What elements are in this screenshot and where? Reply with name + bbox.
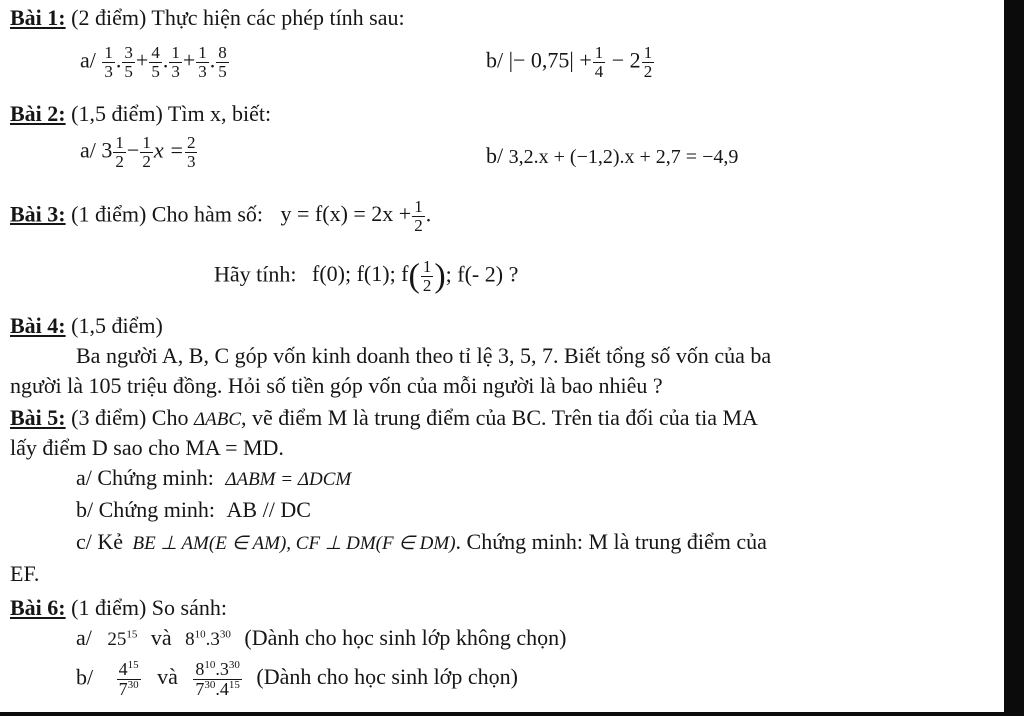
fraction-8-3-7-4 bbox=[193, 660, 242, 699]
denominator: 3 bbox=[104, 61, 113, 81]
numerator: 1 bbox=[643, 43, 653, 62]
numerator: 1 bbox=[198, 43, 207, 62]
fraction bbox=[140, 134, 153, 171]
bai1-heading: Bài 1: bbox=[10, 5, 66, 30]
numerator: 1 bbox=[422, 257, 432, 276]
base: .3 bbox=[205, 629, 220, 650]
fraction bbox=[412, 198, 425, 235]
exponent: 30 bbox=[127, 678, 139, 691]
exponent: 10 bbox=[194, 628, 206, 641]
bai2-a-label: a/ bbox=[80, 137, 96, 163]
bai3-ask bbox=[214, 258, 518, 295]
numerator: 2 bbox=[186, 133, 196, 152]
bai5-c bbox=[76, 530, 767, 555]
denominator: 5 bbox=[151, 61, 160, 81]
bai3-ask-values: f(0); f(1); f bbox=[312, 261, 409, 287]
denominator: 2 bbox=[142, 151, 151, 171]
bai2-points: (1,5 điểm) bbox=[71, 101, 163, 126]
exponent: 30 bbox=[219, 628, 231, 641]
bai1-a-label: a/ bbox=[80, 47, 96, 73]
and-word: và bbox=[157, 664, 178, 690]
variable-x: x = bbox=[153, 137, 184, 163]
bai5-points: (3 điểm) bbox=[71, 405, 147, 430]
bai5-a bbox=[76, 466, 351, 491]
close-paren: ) bbox=[434, 257, 446, 295]
bai5-heading: Bài 5: bbox=[10, 405, 66, 430]
bai3-heading: Bài 3: bbox=[10, 201, 66, 227]
bai4-line1: Ba người A, B, C góp vốn kinh doanh theo tỉ lệ 3, 5, 7. Biết tổng số vốn của ba bbox=[76, 343, 772, 368]
fraction bbox=[102, 44, 115, 81]
bai3-text: Cho hàm số: bbox=[151, 201, 264, 227]
numerator: 3 bbox=[124, 43, 133, 62]
bai3-ask-end: ; f(- 2) ? bbox=[445, 261, 519, 287]
bai6-a-note: (Dành cho học sinh lớp không chọn) bbox=[244, 625, 567, 650]
numerator: 1 bbox=[594, 43, 604, 62]
denominator: 5 bbox=[124, 61, 133, 81]
bai1-a: a/ $\frac{1}{3}$ . $\frac{3}{5}$ + $\frac{4}{5}$ . $\frac{1}{3}$ + $\frac{1}{3}$ . $\frac{8}{5}$ bbox=[80, 43, 227, 81]
bai4-heading: Bài 4: bbox=[10, 313, 66, 338]
denominator: 3 bbox=[171, 61, 180, 81]
bai2-b-label: b/ bbox=[486, 143, 504, 168]
bai2-b bbox=[486, 144, 738, 168]
plus-sign: + bbox=[579, 47, 592, 73]
bai5-c-line2: EF. bbox=[10, 561, 40, 586]
bai6-b-label: b/ bbox=[76, 664, 94, 690]
bai3-title bbox=[10, 198, 431, 235]
bai5-a-text: a/ Chứng minh: bbox=[76, 465, 214, 490]
numerator: $4^{15}$ bbox=[118, 659, 139, 679]
numerator: $8^{10}.3^{30}$ bbox=[195, 659, 240, 679]
bai4-line2: người là 105 triệu đồng. Hỏi số tiền góp vốn của mỗi người là bao nhiêu ? bbox=[10, 373, 663, 398]
bai6-b-note: (Dành cho học sinh lớp chọn) bbox=[256, 664, 518, 690]
fraction bbox=[642, 44, 655, 81]
bai6-heading: Bài 6: bbox=[10, 595, 66, 620]
bai5-b-text: b/ Chứng minh: bbox=[76, 497, 216, 522]
mixed-whole: − 2 bbox=[611, 47, 641, 73]
bai5-c-math: BE ⊥ AM(E ∈ AM), CF ⊥ DM(F ∈ DM) bbox=[132, 533, 456, 554]
minus-sign: − bbox=[126, 137, 140, 163]
exponent: 30 bbox=[204, 678, 216, 691]
numerator: 1 bbox=[115, 133, 124, 152]
fraction bbox=[185, 134, 198, 171]
mixed-whole: 3 bbox=[101, 137, 113, 163]
bai6-title bbox=[10, 596, 227, 620]
period: . bbox=[425, 201, 432, 227]
bai1-b bbox=[486, 44, 655, 81]
bai2-text: Tìm x, biết: bbox=[167, 101, 272, 126]
denominator: $7^{30}$ bbox=[118, 678, 139, 699]
bai5-b bbox=[76, 498, 311, 522]
exponent: 15 bbox=[127, 659, 139, 671]
exponent: 30 bbox=[228, 659, 240, 671]
bai5-line1 bbox=[10, 406, 758, 431]
bai3-ask-label: Hãy tính: bbox=[214, 261, 297, 287]
denominator: 2 bbox=[115, 151, 124, 171]
bai4-points: (1,5 điểm) bbox=[71, 313, 163, 338]
numerator: 1 bbox=[104, 43, 113, 62]
fraction bbox=[196, 44, 209, 81]
bai3-points: (1 điểm) bbox=[71, 201, 147, 227]
numerator: 4 bbox=[151, 43, 160, 62]
bai4-title bbox=[10, 314, 163, 338]
bai1-b-label: b/ bbox=[486, 47, 504, 73]
numerator: 1 bbox=[414, 197, 423, 216]
numerator: 8 bbox=[218, 43, 227, 62]
triangle-abc: ΔABC bbox=[193, 409, 242, 430]
denominator: 2 bbox=[643, 61, 653, 81]
denominator: 5 bbox=[218, 61, 227, 81]
denominator: $7^{30}.4^{15}$ bbox=[195, 678, 240, 699]
base: 25 bbox=[107, 629, 127, 650]
fraction bbox=[593, 44, 606, 81]
fraction bbox=[421, 258, 434, 295]
bai5-cho: Cho bbox=[151, 405, 189, 430]
fraction bbox=[216, 44, 229, 81]
bai6-text: So sánh: bbox=[151, 595, 227, 620]
bai2-heading: Bài 2: bbox=[10, 101, 66, 126]
base: 8 bbox=[185, 629, 195, 650]
product-8-3 bbox=[185, 629, 231, 650]
and-word: và bbox=[150, 625, 172, 650]
bai5-c-rest: . Chứng minh: M là trung điểm của bbox=[455, 529, 767, 554]
exponent: 15 bbox=[228, 678, 240, 691]
exponent: 15 bbox=[126, 628, 138, 641]
fraction bbox=[149, 44, 162, 81]
denominator: 3 bbox=[186, 151, 196, 171]
bai5-line2: lấy điểm D sao cho MA = MD. bbox=[10, 435, 284, 460]
fraction bbox=[113, 134, 126, 171]
open-paren: ( bbox=[408, 257, 420, 295]
bai6-a-label: a/ bbox=[76, 625, 92, 650]
bai5-line1-rest: , vẽ điểm M là trung điểm của BC. Trên tia đối của tia MA bbox=[241, 405, 758, 430]
bai1-title bbox=[10, 6, 405, 30]
numerator: 1 bbox=[171, 43, 180, 62]
fraction bbox=[169, 44, 182, 81]
bai5-c-text: c/ Kẻ bbox=[76, 529, 124, 554]
exponent: 10 bbox=[204, 659, 216, 671]
bai2-b-expr: 3,2.x + (−1,2).x + 2,7 = −4,9 bbox=[508, 146, 739, 168]
power-25-15 bbox=[107, 629, 137, 650]
bai6-a bbox=[76, 626, 566, 651]
denominator: 2 bbox=[422, 275, 432, 295]
bai2-a bbox=[80, 134, 198, 171]
denominator: 3 bbox=[198, 61, 207, 81]
dark-border bbox=[1004, 0, 1024, 716]
denominator: 2 bbox=[414, 215, 423, 235]
denominator: 4 bbox=[594, 61, 604, 81]
bai3-func: y = f(x) = 2x + bbox=[280, 201, 412, 227]
bai5-b-math: AB // DC bbox=[226, 497, 311, 522]
bai1-text: Thực hiện các phép tính sau: bbox=[151, 5, 405, 30]
fraction bbox=[122, 44, 135, 81]
abs-value: |− 0,75| bbox=[508, 47, 574, 73]
bai2-title bbox=[10, 102, 271, 126]
numerator: 1 bbox=[142, 133, 151, 152]
fraction-4-7 bbox=[117, 660, 141, 699]
bai6-points: (1 điểm) bbox=[71, 595, 147, 620]
bai6-b bbox=[76, 660, 518, 699]
bai5-a-math: ΔABM = ΔDCM bbox=[225, 469, 352, 490]
bai1-points: (2 điểm) bbox=[71, 5, 147, 30]
